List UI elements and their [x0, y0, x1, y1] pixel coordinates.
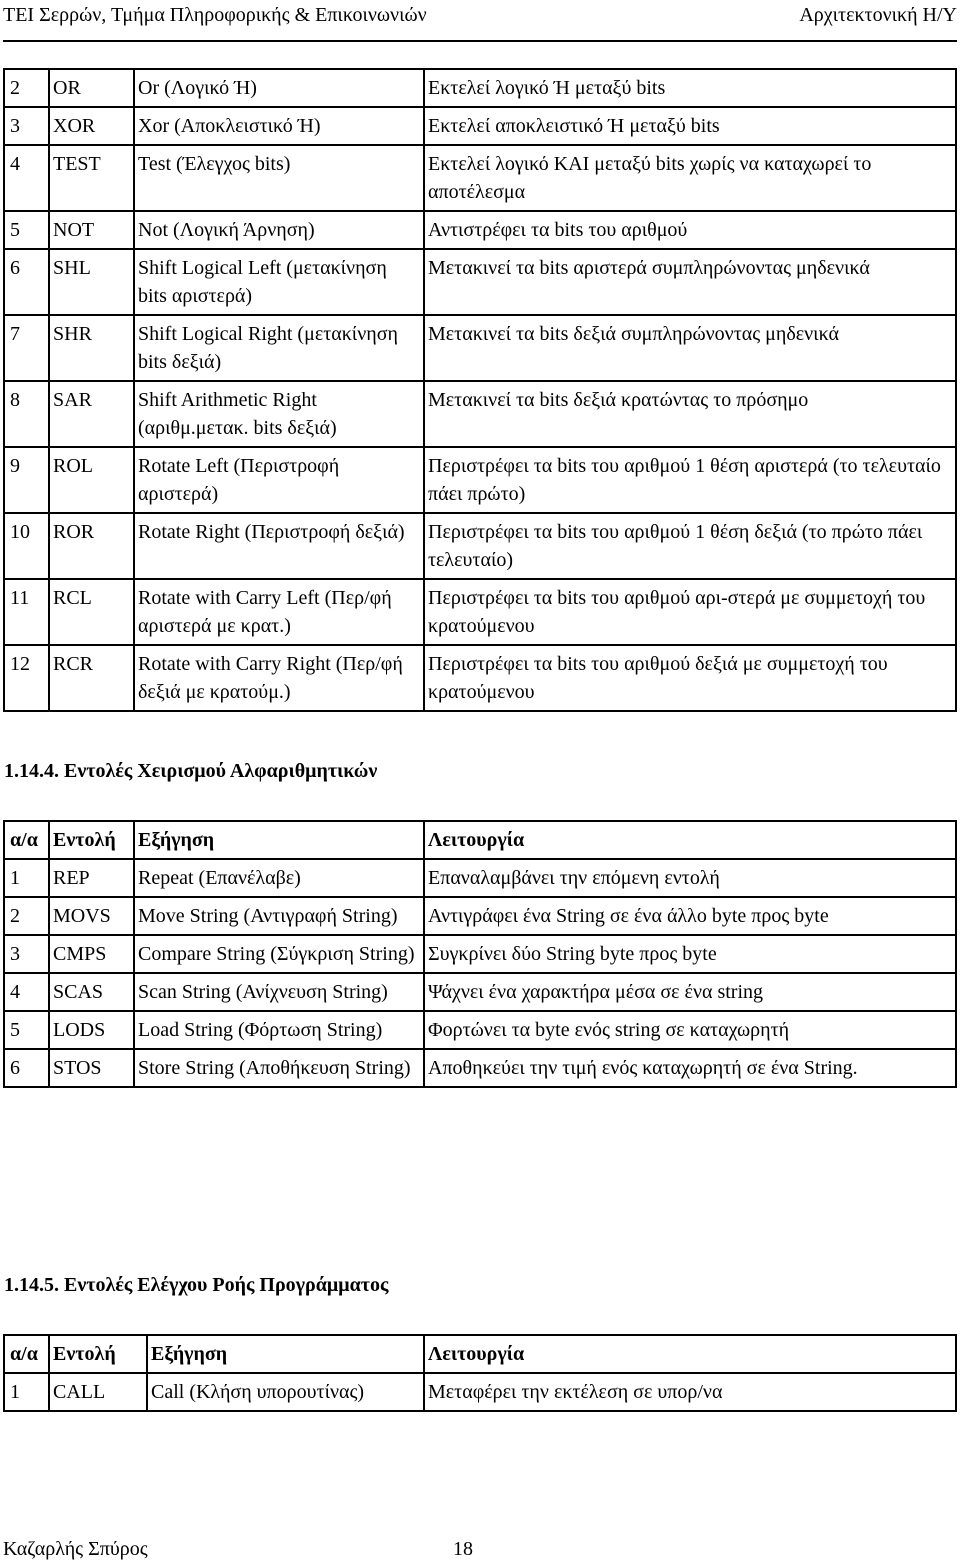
index-cell: 6	[4, 249, 49, 315]
flow-control-table	[3, 1334, 957, 1412]
index-cell: 8	[4, 381, 49, 447]
page-number: 18	[453, 1538, 473, 1560]
explanation-cell: Repeat (Επανέλαβε)	[134, 859, 424, 897]
index-cell: 1	[4, 859, 49, 897]
table-row	[4, 579, 956, 645]
table-row	[4, 973, 956, 1011]
explanation-cell: Rotate Right (Περιστροφή δεξιά)	[134, 513, 424, 579]
function-cell: Περιστρέφει τα bits του αριθμού δεξιά με συμμετοχή του κρατούμενου	[424, 645, 956, 711]
index-cell: 1	[4, 1373, 49, 1411]
table-row	[4, 447, 956, 513]
function-cell: Μετακινεί τα bits δεξιά συμπληρώνοντας μηδενικά	[424, 315, 956, 381]
index-cell: 2	[4, 897, 49, 935]
function-cell: Εκτελεί αποκλειστικό Ή μεταξύ bits	[424, 107, 956, 145]
footer-author: Καζαρλής Σπύρος	[3, 1538, 148, 1560]
mnemonic-cell: LODS	[49, 1011, 134, 1049]
table-row	[4, 645, 956, 711]
explanation-cell: Xor (Αποκλειστικό Ή)	[134, 107, 424, 145]
index-cell: 7	[4, 315, 49, 381]
mnemonic-cell: RCR	[49, 645, 134, 711]
index-cell: 2	[4, 69, 49, 107]
mnemonic-cell: RCL	[49, 579, 134, 645]
header-cell: α/α	[4, 1335, 49, 1373]
header-cell: Εντολή	[49, 1335, 147, 1373]
header-institution: ΤΕΙ Σερρών, Τμήμα Πληροφορικής & Επικοινωνιών	[3, 4, 427, 26]
explanation-cell: Compare String (Σύγκριση String)	[134, 935, 424, 973]
explanation-cell: Load String (Φόρτωση String)	[134, 1011, 424, 1049]
explanation-cell: Shift Arithmetic Right (αριθμ.μετακ. bits δεξιά)	[134, 381, 424, 447]
table-row	[4, 69, 956, 107]
mnemonic-cell: NOT	[49, 211, 134, 249]
index-cell: 9	[4, 447, 49, 513]
mnemonic-cell: STOS	[49, 1049, 134, 1087]
index-cell: 12	[4, 645, 49, 711]
table-row	[4, 935, 956, 973]
function-cell: Φορτώνει τα byte ενός string σε καταχωρητή	[424, 1011, 956, 1049]
mnemonic-cell: OR	[49, 69, 134, 107]
table-row	[4, 107, 956, 145]
mnemonic-cell: SCAS	[49, 973, 134, 1011]
index-cell: 11	[4, 579, 49, 645]
index-cell: 6	[4, 1049, 49, 1087]
explanation-cell: Shift Logical Right (μετακίνηση bits δεξιά)	[134, 315, 424, 381]
table-row	[4, 211, 956, 249]
mnemonic-cell: MOVS	[49, 897, 134, 935]
function-cell: Μετακινεί τα bits δεξιά κρατώντας το πρόσημο	[424, 381, 956, 447]
function-cell: Ψάχνει ένα χαρακτήρα μέσα σε ένα string	[424, 973, 956, 1011]
index-cell: 4	[4, 145, 49, 211]
explanation-cell: Shift Logical Left (μετακίνηση bits αριστερά)	[134, 249, 424, 315]
mnemonic-cell: SHR	[49, 315, 134, 381]
table-row	[4, 381, 956, 447]
page-footer	[3, 1538, 473, 1561]
table-row	[4, 315, 956, 381]
mnemonic-cell: ROR	[49, 513, 134, 579]
table-header-row	[4, 821, 956, 859]
header-cell: α/α	[4, 821, 49, 859]
explanation-cell: Rotate with Carry Right (Περ/φή δεξιά με κρατούμ.)	[134, 645, 424, 711]
section-title-string-instructions: 1.14.4. Εντολές Χειρισμού Αλφαριθμητικών	[4, 760, 378, 782]
table-row	[4, 859, 956, 897]
header-cell: Εντολή	[49, 821, 134, 859]
function-cell: Μετακινεί τα bits αριστερά συμπληρώνοντας μηδενικά	[424, 249, 956, 315]
table-row	[4, 1049, 956, 1087]
explanation-cell: Rotate with Carry Left (Περ/φή αριστερά με κρατ.)	[134, 579, 424, 645]
logic-instructions-table	[3, 68, 957, 712]
table-row	[4, 145, 956, 211]
mnemonic-cell: CALL	[49, 1373, 147, 1411]
mnemonic-cell: TEST	[49, 145, 134, 211]
explanation-cell: Rotate Left (Περιστροφή αριστερά)	[134, 447, 424, 513]
string-instructions-table	[3, 820, 957, 1088]
explanation-cell: Store String (Αποθήκευση String)	[134, 1049, 424, 1087]
table-row	[4, 513, 956, 579]
table-row	[4, 1011, 956, 1049]
function-cell: Αντιγράφει ένα String σε ένα άλλο byte προς byte	[424, 897, 956, 935]
explanation-cell: Scan String (Ανίχνευση String)	[134, 973, 424, 1011]
index-cell: 3	[4, 935, 49, 973]
mnemonic-cell: ROL	[49, 447, 134, 513]
header-cell: Λειτουργία	[424, 1335, 956, 1373]
index-cell: 10	[4, 513, 49, 579]
function-cell: Περιστρέφει τα bits του αριθμού 1 θέση δεξιά (το πρώτο πάει τελευταίο)	[424, 513, 956, 579]
function-cell: Εκτελεί λογικό ΚΑΙ μεταξύ bits χωρίς να καταχωρεί το αποτέλεσμα	[424, 145, 956, 211]
mnemonic-cell: CMPS	[49, 935, 134, 973]
function-cell: Συγκρίνει δύο String byte προς byte	[424, 935, 956, 973]
explanation-cell: Or (Λογικό Ή)	[134, 69, 424, 107]
index-cell: 5	[4, 1011, 49, 1049]
explanation-cell: Not (Λογική Άρνηση)	[134, 211, 424, 249]
header-rule	[3, 40, 957, 42]
function-cell: Περιστρέφει τα bits του αριθμού αρι-στερά με συμμετοχή του κρατούμενου	[424, 579, 956, 645]
index-cell: 5	[4, 211, 49, 249]
mnemonic-cell: SAR	[49, 381, 134, 447]
table-row	[4, 249, 956, 315]
mnemonic-cell: REP	[49, 859, 134, 897]
index-cell: 4	[4, 973, 49, 1011]
header-cell: Εξήγηση	[147, 1335, 424, 1373]
function-cell: Περιστρέφει τα bits του αριθμού 1 θέση αριστερά (το τελευταίο πάει πρώτο)	[424, 447, 956, 513]
table-header-row	[4, 1335, 956, 1373]
index-cell: 3	[4, 107, 49, 145]
function-cell: Αντιστρέφει τα bits του αριθμού	[424, 211, 956, 249]
mnemonic-cell: XOR	[49, 107, 134, 145]
section-title-flow-control: 1.14.5. Εντολές Ελέγχου Ροής Προγράμματος	[4, 1274, 389, 1296]
function-cell: Αποθηκεύει την τιμή ενός καταχωρητή σε ένα String.	[424, 1049, 956, 1087]
table-row	[4, 1373, 956, 1411]
function-cell: Εκτελεί λογικό Ή μεταξύ bits	[424, 69, 956, 107]
explanation-cell: Call (Κλήση υπορουτίνας)	[147, 1373, 424, 1411]
table-row	[4, 897, 956, 935]
header-cell: Λειτουργία	[424, 821, 956, 859]
function-cell: Μεταφέρει την εκτέλεση σε υπορ/να	[424, 1373, 956, 1411]
function-cell: Επαναλαμβάνει την επόμενη εντολή	[424, 859, 956, 897]
mnemonic-cell: SHL	[49, 249, 134, 315]
page-header	[3, 2, 957, 32]
header-cell: Εξήγηση	[134, 821, 424, 859]
explanation-cell: Move String (Αντιγραφή String)	[134, 897, 424, 935]
header-course: Αρχιτεκτονική Η/Υ	[799, 4, 957, 26]
explanation-cell: Test (Έλεγχος bits)	[134, 145, 424, 211]
